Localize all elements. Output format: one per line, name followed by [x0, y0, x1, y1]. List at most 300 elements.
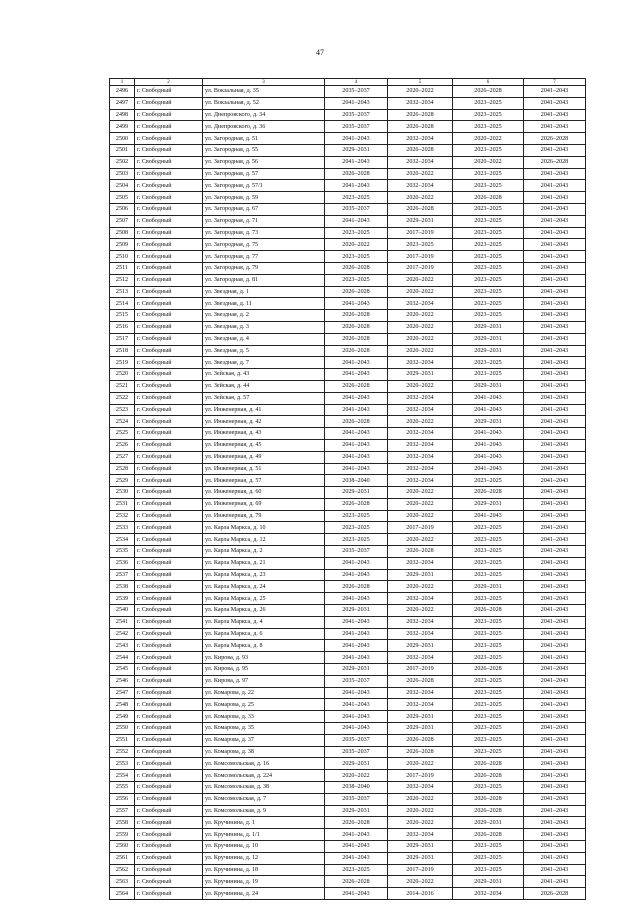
period-cell: 2041–2043: [524, 215, 586, 227]
table-row: [110, 215, 586, 227]
period-cell: 2026–2028: [325, 262, 388, 274]
period-cell: 2023–2025: [453, 251, 524, 263]
period-cell: 2023–2025: [453, 522, 524, 534]
settlement-cell: г. Свободный: [135, 498, 203, 510]
period-cell: 2029–2031: [453, 333, 524, 345]
period-cell: 2029–2031: [325, 144, 388, 156]
period-cell: 2041–2043: [524, 439, 586, 451]
period-cell: 2020–2022: [388, 345, 453, 357]
row-number: 2562: [110, 864, 135, 876]
period-cell: 2026–2028: [325, 333, 388, 345]
settlement-cell: г. Свободный: [135, 298, 203, 310]
table-row: [110, 180, 586, 192]
table-row: [110, 380, 586, 392]
period-cell: 2017–2019: [388, 770, 453, 782]
period-cell: 2023–2025: [453, 546, 524, 558]
period-cell: 2041–2043: [325, 841, 388, 853]
row-number: 2516: [110, 321, 135, 333]
period-cell: 2032–2034: [388, 687, 453, 699]
table-row: [110, 286, 586, 298]
table-row: [110, 522, 586, 534]
period-cell: 2041–2043: [453, 463, 524, 475]
period-cell: 2041–2043: [524, 487, 586, 499]
column-number: 5: [388, 79, 453, 86]
period-cell: 2041–2043: [524, 616, 586, 628]
period-cell: 2041–2043: [524, 841, 586, 853]
address-cell: ул. Загородная, д. 79: [203, 262, 325, 274]
period-cell: 2023–2025: [453, 687, 524, 699]
period-cell: 2023–2025: [325, 522, 388, 534]
period-cell: 2029–2031: [325, 487, 388, 499]
row-number: 2520: [110, 369, 135, 381]
settlement-cell: г. Свободный: [135, 310, 203, 322]
row-number: 2555: [110, 782, 135, 794]
period-cell: 2023–2025: [453, 699, 524, 711]
table-row: [110, 876, 586, 888]
address-cell: ул. Комарова, д. 33: [203, 711, 325, 723]
row-number: 2544: [110, 652, 135, 664]
settlement-cell: г. Свободный: [135, 664, 203, 676]
period-cell: 2041–2043: [453, 392, 524, 404]
address-cell: ул. Карла Маркса, д. 26: [203, 605, 325, 617]
period-cell: 2035–2037: [325, 746, 388, 758]
address-cell: ул. Кручинина, д. 24: [203, 888, 325, 900]
address-cell: ул. Комсомольская, д. 16: [203, 758, 325, 770]
settlement-cell: г. Свободный: [135, 734, 203, 746]
settlement-cell: г. Свободный: [135, 746, 203, 758]
address-cell: ул. Кручинина, д. 1: [203, 817, 325, 829]
row-number: 2509: [110, 239, 135, 251]
period-cell: 2029–2031: [325, 605, 388, 617]
table-row: [110, 357, 586, 369]
period-cell: 2041–2043: [325, 640, 388, 652]
table-row: [110, 758, 586, 770]
period-cell: 2023–2025: [453, 97, 524, 109]
row-number: 2515: [110, 310, 135, 322]
period-cell: 2041–2043: [524, 369, 586, 381]
registry-table: [109, 78, 586, 900]
period-cell: 2026–2028: [453, 487, 524, 499]
settlement-cell: г. Свободный: [135, 711, 203, 723]
settlement-cell: г. Свободный: [135, 203, 203, 215]
period-cell: 2026–2028: [325, 321, 388, 333]
settlement-cell: г. Свободный: [135, 581, 203, 593]
row-number: 2538: [110, 581, 135, 593]
row-number: 2552: [110, 746, 135, 758]
address-cell: ул. Инженерная, д. 60: [203, 487, 325, 499]
period-cell: 2041–2043: [524, 758, 586, 770]
table-row: [110, 829, 586, 841]
period-cell: 2035–2037: [325, 109, 388, 121]
row-number: 2530: [110, 487, 135, 499]
settlement-cell: г. Свободный: [135, 380, 203, 392]
period-cell: 2032–2034: [388, 357, 453, 369]
registry-body: [110, 86, 586, 900]
row-number: 2503: [110, 168, 135, 180]
table-row: [110, 262, 586, 274]
period-cell: 2041–2043: [325, 829, 388, 841]
period-cell: 2029–2031: [453, 380, 524, 392]
period-cell: 2032–2034: [388, 451, 453, 463]
address-cell: ул. Карла Маркса, д. 10: [203, 522, 325, 534]
period-cell: 2041–2043: [524, 239, 586, 251]
period-cell: 2041–2043: [524, 274, 586, 286]
address-cell: ул. Загородная, д. 56: [203, 156, 325, 168]
period-cell: 2020–2022: [388, 274, 453, 286]
period-cell: 2041–2043: [524, 451, 586, 463]
period-cell: 2041–2043: [325, 392, 388, 404]
row-number: 2540: [110, 605, 135, 617]
settlement-cell: г. Свободный: [135, 97, 203, 109]
address-cell: ул. Комарова, д. 38: [203, 746, 325, 758]
period-cell: 2041–2043: [524, 180, 586, 192]
table-row: [110, 593, 586, 605]
address-cell: ул. Загородная, д. 59: [203, 192, 325, 204]
column-number: 3: [203, 79, 325, 86]
period-cell: 2032–2034: [388, 628, 453, 640]
row-number: 2549: [110, 711, 135, 723]
period-cell: 2020–2022: [388, 805, 453, 817]
period-cell: 2026–2028: [325, 168, 388, 180]
period-cell: 2017–2019: [388, 251, 453, 263]
address-cell: ул. Кирова, д. 95: [203, 664, 325, 676]
address-cell: ул. Загородная, д. 81: [203, 274, 325, 286]
period-cell: 2041–2043: [325, 593, 388, 605]
period-cell: 2029–2031: [453, 416, 524, 428]
period-cell: 2023–2025: [453, 746, 524, 758]
address-cell: ул. Вокзальная, д. 52: [203, 97, 325, 109]
period-cell: 2041–2043: [524, 581, 586, 593]
period-cell: 2026–2028: [325, 416, 388, 428]
table-row: [110, 109, 586, 121]
address-cell: ул. Звездная, д. 3: [203, 321, 325, 333]
address-cell: ул. Звездная, д. 5: [203, 345, 325, 357]
address-cell: ул. Загородная, д. 57: [203, 168, 325, 180]
table-row: [110, 251, 586, 263]
period-cell: 2041–2043: [325, 557, 388, 569]
table-row: [110, 628, 586, 640]
period-cell: 2026–2028: [388, 144, 453, 156]
row-number: 2511: [110, 262, 135, 274]
period-cell: 2041–2043: [524, 569, 586, 581]
address-cell: ул. Комарова, д. 25: [203, 699, 325, 711]
address-cell: ул. Карла Маркса, д. 4: [203, 616, 325, 628]
period-cell: 2023–2025: [453, 203, 524, 215]
row-number: 2498: [110, 109, 135, 121]
period-cell: 2029–2031: [453, 876, 524, 888]
address-cell: ул. Карла Маркса, д. 23: [203, 569, 325, 581]
period-cell: 2020–2022: [388, 758, 453, 770]
period-cell: 2023–2025: [453, 144, 524, 156]
period-cell: 2020–2022: [388, 321, 453, 333]
period-cell: 2032–2034: [388, 133, 453, 145]
settlement-cell: г. Свободный: [135, 133, 203, 145]
period-cell: 2041–2043: [524, 723, 586, 735]
settlement-cell: г. Свободный: [135, 510, 203, 522]
table-row: [110, 298, 586, 310]
row-number: 2551: [110, 734, 135, 746]
column-number: 6: [453, 79, 524, 86]
period-cell: 2041–2043: [524, 652, 586, 664]
address-cell: ул. Вокзальная, д. 35: [203, 86, 325, 98]
period-cell: 2020–2022: [388, 192, 453, 204]
row-number: 2556: [110, 793, 135, 805]
period-cell: 2023–2025: [453, 121, 524, 133]
period-cell: 2041–2043: [524, 286, 586, 298]
address-cell: ул. Инженерная, д. 57: [203, 475, 325, 487]
period-cell: 2041–2043: [524, 463, 586, 475]
period-cell: 2041–2043: [524, 664, 586, 676]
period-cell: 2032–2034: [388, 404, 453, 416]
address-cell: ул. Инженерная, д. 51: [203, 463, 325, 475]
row-number: 2500: [110, 133, 135, 145]
table-row: [110, 156, 586, 168]
settlement-cell: г. Свободный: [135, 605, 203, 617]
period-cell: 2032–2034: [388, 180, 453, 192]
period-cell: 2026–2028: [524, 156, 586, 168]
table-row: [110, 852, 586, 864]
row-number: 2521: [110, 380, 135, 392]
settlement-cell: г. Свободный: [135, 569, 203, 581]
period-cell: 2041–2043: [524, 546, 586, 558]
settlement-cell: г. Свободный: [135, 829, 203, 841]
period-cell: 2041–2043: [524, 699, 586, 711]
period-cell: 2023–2025: [453, 782, 524, 794]
period-cell: 2023–2025: [453, 557, 524, 569]
settlement-cell: г. Свободный: [135, 156, 203, 168]
address-cell: ул. Кручинина, д. 18: [203, 864, 325, 876]
table-row: [110, 546, 586, 558]
period-cell: 2041–2043: [524, 310, 586, 322]
table-row: [110, 557, 586, 569]
settlement-cell: г. Свободный: [135, 876, 203, 888]
period-cell: 2032–2034: [388, 616, 453, 628]
table-row: [110, 451, 586, 463]
address-cell: ул. Комарова, д. 35: [203, 723, 325, 735]
period-cell: 2041–2043: [524, 876, 586, 888]
row-number: 2504: [110, 180, 135, 192]
period-cell: 2041–2043: [524, 510, 586, 522]
period-cell: 2038–2040: [325, 782, 388, 794]
period-cell: 2041–2043: [325, 687, 388, 699]
row-number: 2510: [110, 251, 135, 263]
period-cell: 2035–2037: [325, 121, 388, 133]
row-number: 2534: [110, 534, 135, 546]
table-row: [110, 192, 586, 204]
table-row: [110, 581, 586, 593]
period-cell: 2041–2043: [325, 428, 388, 440]
period-cell: 2032–2034: [388, 652, 453, 664]
address-cell: ул. Карла Маркса, д. 21: [203, 557, 325, 569]
period-cell: 2026–2028: [453, 86, 524, 98]
period-cell: 2026–2028: [325, 286, 388, 298]
address-cell: ул. Зейская, д. 57: [203, 392, 325, 404]
settlement-cell: г. Свободный: [135, 557, 203, 569]
period-cell: 2041–2043: [524, 534, 586, 546]
table-row: [110, 652, 586, 664]
settlement-cell: г. Свободный: [135, 770, 203, 782]
address-cell: ул. Загородная, д. 51: [203, 133, 325, 145]
period-cell: 2032–2034: [388, 439, 453, 451]
period-cell: 2032–2034: [388, 557, 453, 569]
period-cell: 2023–2025: [325, 864, 388, 876]
table-row: [110, 640, 586, 652]
period-cell: 2017–2019: [388, 664, 453, 676]
row-number: 2525: [110, 428, 135, 440]
period-cell: 2041–2043: [524, 428, 586, 440]
period-cell: 2041–2043: [524, 416, 586, 428]
row-number: 2558: [110, 817, 135, 829]
period-cell: 2029–2031: [388, 215, 453, 227]
period-cell: 2029–2031: [388, 711, 453, 723]
period-cell: 2032–2034: [388, 593, 453, 605]
row-number: 2519: [110, 357, 135, 369]
row-number: 2539: [110, 593, 135, 605]
period-cell: 2032–2034: [388, 829, 453, 841]
period-cell: 2041–2043: [325, 852, 388, 864]
address-cell: ул. Загородная, д. 55: [203, 144, 325, 156]
period-cell: 2026–2028: [388, 675, 453, 687]
period-cell: 2020–2022: [453, 133, 524, 145]
address-cell: ул. Карла Маркса, д. 24: [203, 581, 325, 593]
table-row: [110, 699, 586, 711]
row-number: 2535: [110, 546, 135, 558]
settlement-cell: г. Свободный: [135, 286, 203, 298]
period-cell: 2023–2025: [453, 640, 524, 652]
period-cell: 2041–2043: [524, 864, 586, 876]
settlement-cell: г. Свободный: [135, 392, 203, 404]
period-cell: 2023–2025: [453, 734, 524, 746]
address-cell: ул. Кручинина, д. 10: [203, 841, 325, 853]
period-cell: 2029–2031: [325, 805, 388, 817]
row-number: 2505: [110, 192, 135, 204]
period-cell: 2023–2025: [453, 239, 524, 251]
row-number: 2541: [110, 616, 135, 628]
period-cell: 2032–2034: [388, 156, 453, 168]
settlement-cell: г. Свободный: [135, 675, 203, 687]
period-cell: 2032–2034: [388, 782, 453, 794]
period-cell: 2041–2043: [524, 734, 586, 746]
settlement-cell: г. Свободный: [135, 628, 203, 640]
row-number: 2550: [110, 723, 135, 735]
period-cell: 2020–2022: [388, 286, 453, 298]
row-number: 2523: [110, 404, 135, 416]
period-cell: 2029–2031: [453, 581, 524, 593]
period-cell: 2041–2043: [524, 144, 586, 156]
period-cell: 2023–2025: [453, 357, 524, 369]
period-cell: 2038–2040: [325, 475, 388, 487]
address-cell: ул. Комарова, д. 22: [203, 687, 325, 699]
address-cell: ул. Днепровского, д. 36: [203, 121, 325, 133]
column-number: 1: [110, 79, 135, 86]
period-cell: 2041–2043: [325, 133, 388, 145]
period-cell: 2041–2043: [524, 782, 586, 794]
settlement-cell: г. Свободный: [135, 180, 203, 192]
address-cell: ул. Комсомольская, д. 7: [203, 793, 325, 805]
address-cell: ул. Инженерная, д. 79: [203, 510, 325, 522]
period-cell: 2041–2043: [524, 829, 586, 841]
period-cell: 2029–2031: [453, 498, 524, 510]
address-cell: ул. Кирова, д. 97: [203, 675, 325, 687]
period-cell: 2026–2028: [388, 121, 453, 133]
period-cell: 2041–2043: [453, 510, 524, 522]
period-cell: 2026–2028: [388, 746, 453, 758]
period-cell: 2026–2028: [453, 192, 524, 204]
period-cell: 2026–2028: [325, 345, 388, 357]
table-row: [110, 510, 586, 522]
period-cell: 2023–2025: [453, 310, 524, 322]
settlement-cell: г. Свободный: [135, 86, 203, 98]
period-cell: 2017–2019: [388, 227, 453, 239]
settlement-cell: г. Свободный: [135, 274, 203, 286]
period-cell: 2023–2025: [325, 534, 388, 546]
period-cell: 2023–2025: [453, 298, 524, 310]
period-cell: 2032–2034: [388, 428, 453, 440]
table-row: [110, 746, 586, 758]
row-number: 2502: [110, 156, 135, 168]
period-cell: 2041–2043: [524, 593, 586, 605]
period-cell: 2023–2025: [453, 616, 524, 628]
address-cell: ул. Инженерная, д. 45: [203, 439, 325, 451]
settlement-cell: г. Свободный: [135, 333, 203, 345]
row-number: 2545: [110, 664, 135, 676]
period-cell: 2041–2043: [524, 251, 586, 263]
row-number: 2559: [110, 829, 135, 841]
row-number: 2508: [110, 227, 135, 239]
table-row: [110, 723, 586, 735]
address-cell: ул. Карла Маркса, д. 8: [203, 640, 325, 652]
settlement-cell: г. Свободный: [135, 616, 203, 628]
table-row: [110, 392, 586, 404]
period-cell: 2023–2025: [453, 652, 524, 664]
period-cell: 2026–2028: [453, 605, 524, 617]
period-cell: 2041–2043: [325, 723, 388, 735]
period-cell: 2023–2025: [453, 274, 524, 286]
settlement-cell: г. Свободный: [135, 369, 203, 381]
period-cell: 2023–2025: [453, 286, 524, 298]
period-cell: 2041–2043: [524, 227, 586, 239]
address-cell: ул. Звездная, д. 2: [203, 310, 325, 322]
row-number: 2557: [110, 805, 135, 817]
period-cell: 2041–2043: [524, 793, 586, 805]
period-cell: 2023–2025: [325, 227, 388, 239]
row-number: 2536: [110, 557, 135, 569]
row-number: 2537: [110, 569, 135, 581]
settlement-cell: г. Свободный: [135, 357, 203, 369]
period-cell: 2020–2022: [325, 239, 388, 251]
row-number: 2554: [110, 770, 135, 782]
period-cell: 2029–2031: [325, 758, 388, 770]
period-cell: 2041–2043: [453, 439, 524, 451]
column-number: 7: [524, 79, 586, 86]
period-cell: 2041–2043: [524, 404, 586, 416]
period-cell: 2041–2043: [524, 97, 586, 109]
period-cell: 2032–2034: [453, 888, 524, 900]
period-cell: 2026–2028: [453, 770, 524, 782]
table-row: [110, 487, 586, 499]
table-row: [110, 463, 586, 475]
settlement-cell: г. Свободный: [135, 699, 203, 711]
period-cell: 2029–2031: [388, 569, 453, 581]
table-row: [110, 817, 586, 829]
address-cell: ул. Загородная, д. 57/1: [203, 180, 325, 192]
table-row: [110, 227, 586, 239]
period-cell: 2041–2043: [524, 522, 586, 534]
period-cell: 2035–2037: [325, 793, 388, 805]
period-cell: 2023–2025: [453, 569, 524, 581]
period-cell: 2026–2028: [453, 793, 524, 805]
table-row: [110, 888, 586, 900]
